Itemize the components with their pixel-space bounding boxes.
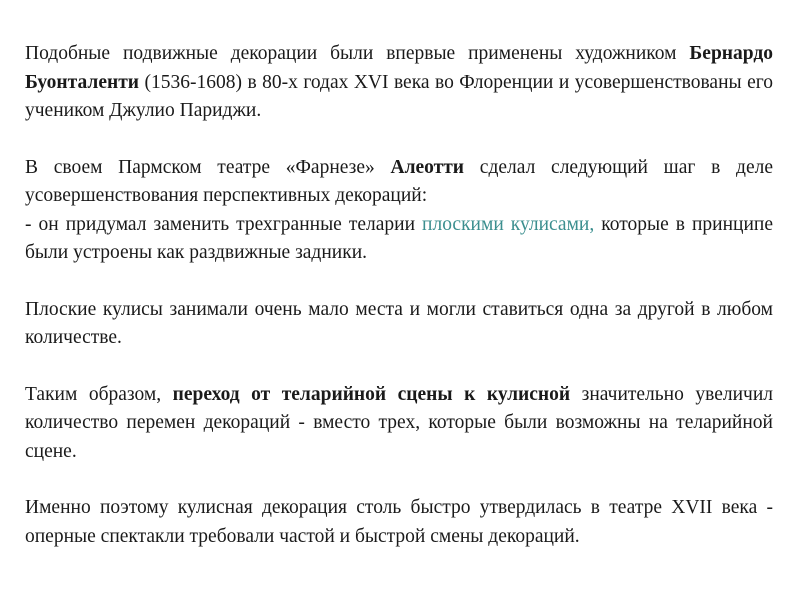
text-run: - он придумал заменить трехгранные теларии <box>25 213 423 235</box>
text-run: В своем Пармском театре «Фарнезе» <box>25 156 391 178</box>
highlight-flat-wings: плоскими кулисами, <box>422 213 595 235</box>
paragraph-transition <box>25 381 773 467</box>
paragraph-aleotti <box>25 154 773 211</box>
paragraph-flat-wings <box>25 211 773 268</box>
text-run: Подобные подвижные декорации были впервые применены художником <box>25 43 690 64</box>
text-run: Таким образом, <box>25 383 173 405</box>
bold-name-buontalenti: Бернардо Буонталенти <box>25 43 773 93</box>
text-run: сделал следующий шаг в деле усовершенствования перспективных декораций: <box>25 156 773 206</box>
bold-name-aleotti: Алеотти <box>390 156 465 178</box>
paragraph-flat-wings-space <box>25 296 773 353</box>
text-run: Именно поэтому кулисная декорация столь быстро утвердилась в театре XVII века - оперные спектакли требовали частой и быстрой смены декораций. <box>25 497 773 547</box>
text-body <box>25 40 773 551</box>
text-run: Плоские кулисы занимали очень мало места и могли ставиться одна за другой в любом количестве. <box>25 298 773 348</box>
text-run: которые в принципе были устроены как раздвижные задники. <box>25 213 773 263</box>
text-run: (1536-1608) в 80-х годах XVI века во Флоренции и усовершенствованы его учеником Джулио Париджи. <box>25 71 773 121</box>
bold-phrase-transition: переход от теларийной сцены к кулисной <box>172 383 571 405</box>
paragraph-buontalenti <box>25 40 773 126</box>
text-run: значительно увеличил количество перемен декораций - вместо трех, которые были возможны на теларийной сцене. <box>25 383 773 462</box>
paragraph-conclusion <box>25 494 773 551</box>
